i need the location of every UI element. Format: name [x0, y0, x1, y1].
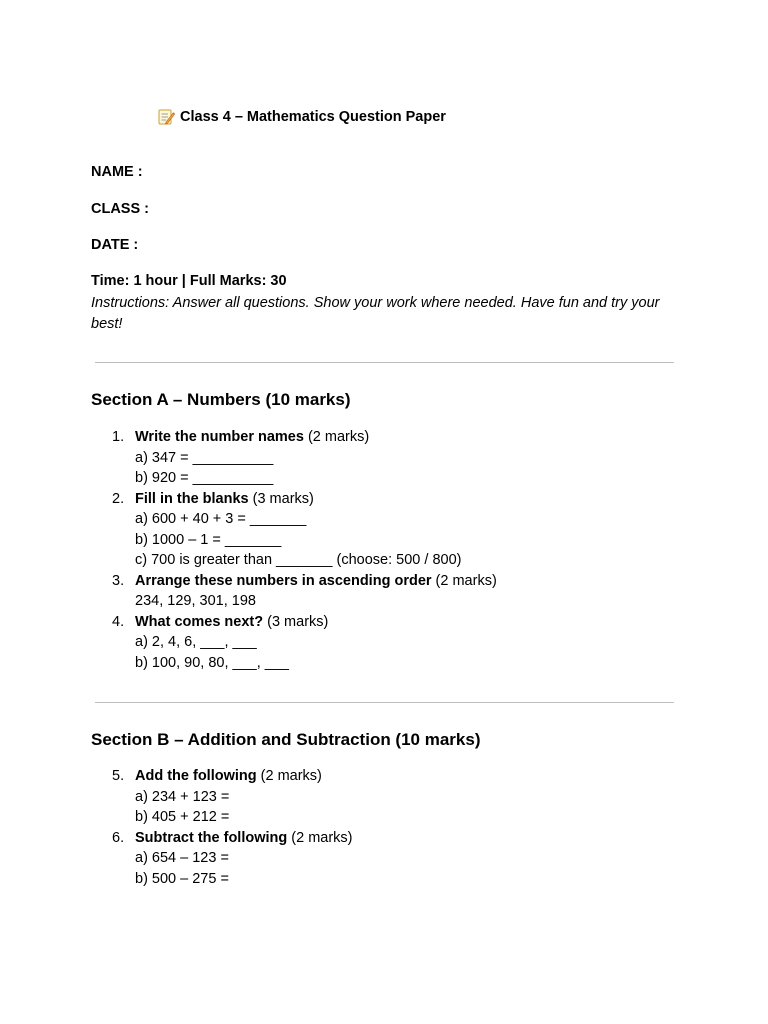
question-title: Fill in the blanks	[135, 490, 249, 507]
memo-icon	[157, 108, 175, 126]
question-subpart: 234, 129, 301, 198	[135, 593, 256, 609]
question-subpart: c) 700 is greater than _______ (choose: 500 / 800)	[135, 552, 462, 568]
question-subpart: a) 600 + 40 + 3 = _______	[135, 511, 307, 527]
question-marks: (2 marks)	[303, 429, 370, 445]
question-heading	[135, 571, 691, 592]
page-title	[157, 108, 446, 126]
question-marks: (2 marks)	[431, 572, 497, 589]
divider	[95, 362, 674, 363]
question-title: What comes next?	[135, 613, 264, 630]
question-item	[91, 571, 691, 612]
question-marks: (2 marks)	[256, 768, 322, 784]
question-title: Write the number names	[135, 429, 304, 445]
question-subpart: b) 1000 – 1 = _______	[135, 531, 282, 548]
question-number: 5.	[112, 768, 125, 784]
question-number: 6.	[112, 829, 125, 846]
question-subpart: a) 347 = __________	[135, 449, 274, 466]
question-number: 4.	[112, 613, 125, 630]
question-subpart: a) 2, 4, 6, ___, ___	[135, 634, 257, 650]
time-and-marks: Time: 1 hour | Full Marks: 30	[91, 273, 287, 289]
question-title: Add the following	[135, 768, 257, 784]
question-heading	[135, 766, 691, 787]
question-number: 3.	[112, 572, 125, 589]
question-number: 1.	[112, 429, 125, 445]
divider	[95, 702, 674, 703]
question-marks: (3 marks)	[248, 490, 314, 507]
section-a-questions	[91, 427, 691, 673]
question-heading	[135, 489, 691, 510]
section-b-heading: Section B – Addition and Subtraction (10 marks)	[91, 730, 481, 749]
question-item	[91, 828, 691, 890]
question-item	[91, 427, 691, 489]
question-subpart: a) 234 + 123 =	[135, 788, 230, 805]
question-heading	[135, 427, 691, 448]
question-item	[91, 612, 691, 674]
question-item	[91, 489, 691, 571]
section-b-questions	[91, 766, 691, 889]
question-heading	[135, 828, 691, 849]
question-heading	[135, 612, 691, 633]
date-field-label: DATE :	[91, 237, 139, 253]
question-subpart: b) 405 + 212 =	[135, 809, 230, 825]
question-subpart: b) 100, 90, 80, ___, ___	[135, 654, 289, 671]
question-number: 2.	[112, 490, 125, 507]
question-item	[91, 766, 691, 828]
question-subpart: b) 500 – 275 =	[135, 870, 229, 887]
question-subpart: b) 920 = __________	[135, 470, 274, 486]
question-title: Subtract the following	[135, 829, 288, 846]
question-marks: (3 marks)	[263, 613, 329, 630]
title-text: Class 4 – Mathematics Question Paper	[180, 109, 446, 125]
section-a-heading: Section A – Numbers (10 marks)	[91, 390, 351, 409]
name-field-label: NAME :	[91, 164, 143, 180]
question-title: Arrange these numbers in ascending order	[135, 572, 432, 589]
question-marks: (2 marks)	[287, 829, 353, 846]
question-subpart: a) 654 – 123 =	[135, 850, 229, 866]
instructions: Instructions: Answer all questions. Show your work where needed. Have fun and try your best!	[91, 295, 660, 332]
class-field-label: CLASS :	[91, 201, 149, 217]
